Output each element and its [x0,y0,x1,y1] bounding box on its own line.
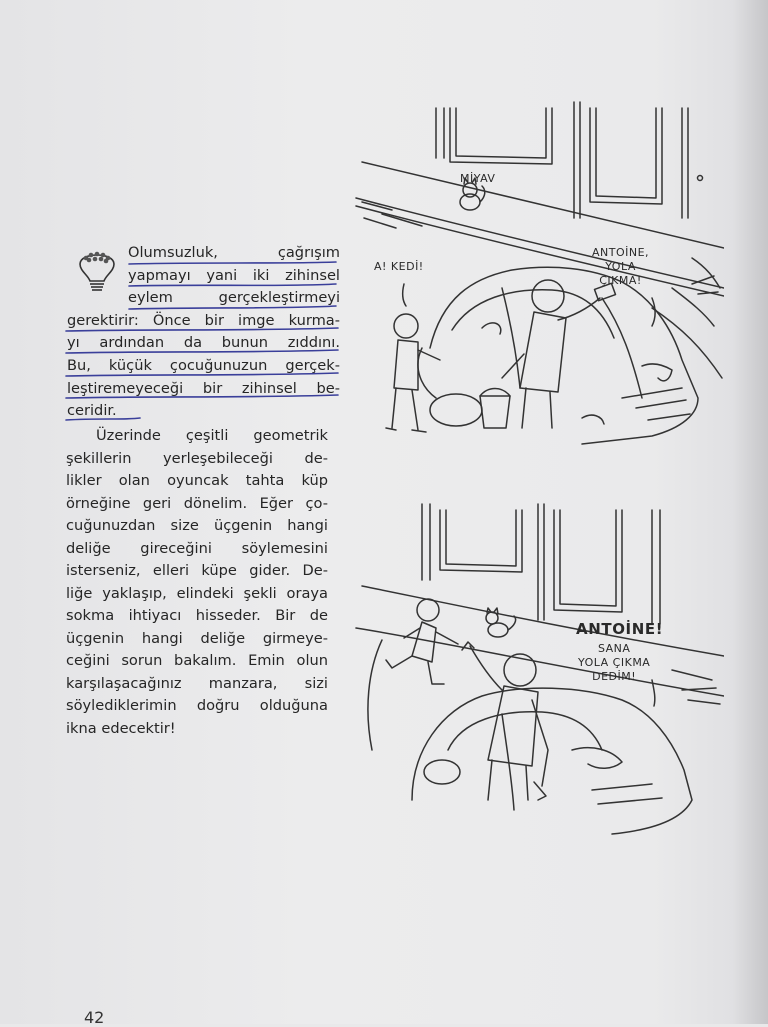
tip-line: gerektirir: Önce bir imge kurma- [67,311,340,329]
tip-line: eylem gerçekleştirmeyi [128,289,340,307]
spine-shadow [732,0,768,1024]
tip-paragraph [67,242,340,423]
body-line: sokma ihtiyacı hisseder. Bir de [66,607,328,624]
body-line: cuğunuzdan size üçgenin hangi [66,517,328,534]
bubble-line: DEDİM! [592,670,637,683]
tip-line: yapmayı yani iki zihinsel [128,266,340,284]
body-line: örneğine geri dönelim. Eğer ço- [66,494,328,512]
bubble-line: ANTOİNE, [592,246,650,259]
child-speech-bubble: A! KEDİ! [374,260,424,273]
comic-panel-2 [352,500,724,840]
comic-panel-1 [352,98,724,450]
parent-speech-bubble-2 [578,642,650,684]
body-line: deliğe gireceğini söylemesini [66,539,328,557]
body-line: ceğini sorun bakalım. Emin olun [66,652,328,669]
bubble-line: YOLA ÇIKMA [578,656,651,669]
body-line: Üzerinde çeşitli geometrik [96,427,328,444]
bubble-line: YOLA [605,260,636,273]
body-line: ikna edecektir! [66,719,176,737]
body-line: söylediklerimin doğru olduğuna [66,697,328,714]
parent-shout: ANTOİNE! [576,620,664,638]
body-line: karşılaşacağınız manzara, sizi [66,674,328,692]
body-line: liğe yaklaşıp, elindeki şekli oraya [66,584,328,602]
bubble-line: ÇIKMA! [599,274,642,287]
comic-illustration-2 [352,500,724,840]
tip-line: ceridir. [67,402,117,420]
page-number: 42 [84,1008,105,1027]
body-line: likler olan oyuncak tahta küp [66,472,328,489]
comic-illustration-1 [352,98,724,450]
tip-line: Olumsuzluk, çağrışım [128,244,340,261]
parent-speech-bubble [592,246,649,288]
tip-line: Bu, küçük çocuğunuzun gerçek- [67,356,340,374]
body-line: üçgenin hangi deliğe girmeye- [66,629,328,647]
body-line: isterseniz, elleri küpe gider. De- [66,562,328,579]
body-line: şekillerin yerleşebileceği de- [66,449,328,467]
tip-line: yı ardından da bunun zıddını. [67,334,340,352]
body-paragraph [66,425,328,740]
cat-sound: MİYAV [460,172,496,185]
tip-line: leştiremeyeceği bir zihinsel be- [67,379,340,397]
lightbulb-icon [72,244,122,294]
bubble-line: SANA [597,642,631,655]
